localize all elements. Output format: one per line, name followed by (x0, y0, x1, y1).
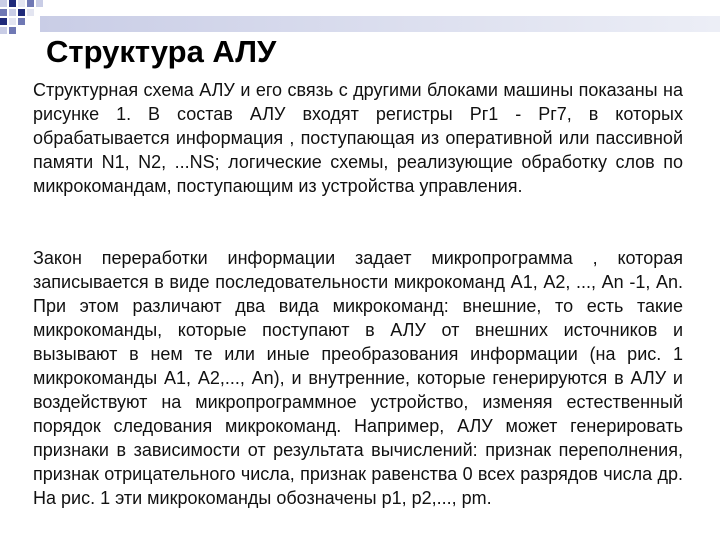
header-bar (40, 16, 720, 32)
deco-square (27, 0, 34, 7)
deco-square (9, 9, 16, 16)
deco-square (9, 0, 16, 7)
paragraph-microprogram: Закон переработки информации задает микропрограмма , которая записывается в виде последовательности микрокоманд А1, А2, ..., Аn -1, Аn. При этом различают два вида микрокоманд: внешние, то есть такие микрокоманды, которые поступают в АЛУ от внешних источников и вызывают в нем те или иные преобразования информации (на рис. 1 микрокоманды А1, А2,..., Аn), и внутренние, которые генерируются в АЛУ и воздействуют на микропрограммное устройство, изменяя естественный порядок следования микрокоманд. Например, АЛУ может генерировать признаки в зависимости от результата вычислений: признак переполнения, признак отрицательного числа, признак равенства 0 всех разрядов числа др. На рис. 1 эти микрокоманды обозначены р1, р2,..., рm. (33, 248, 683, 508)
deco-square (9, 18, 16, 25)
deco-square (36, 0, 43, 7)
deco-square (0, 9, 7, 16)
deco-square (18, 9, 25, 16)
paragraph-alu-structure: Структурная схема АЛУ и его связь с другими блоками машины показаны на рисунке 1. В состав АЛУ входят регистры Рг1 - Рг7, в которых обрабатывается информация , поступающая из оперативной или пассивной памяти N1, N2, ...NS; логические схемы, реализующие обработку слов по микрокомандам, поступающим из устройства управления. (33, 80, 683, 196)
deco-square (18, 18, 25, 25)
deco-square (0, 27, 7, 34)
deco-square (0, 0, 7, 7)
deco-square (27, 9, 34, 16)
slide-title: Структура АЛУ (46, 34, 277, 69)
deco-square (0, 18, 7, 25)
deco-square (9, 27, 16, 34)
deco-square (18, 0, 25, 7)
